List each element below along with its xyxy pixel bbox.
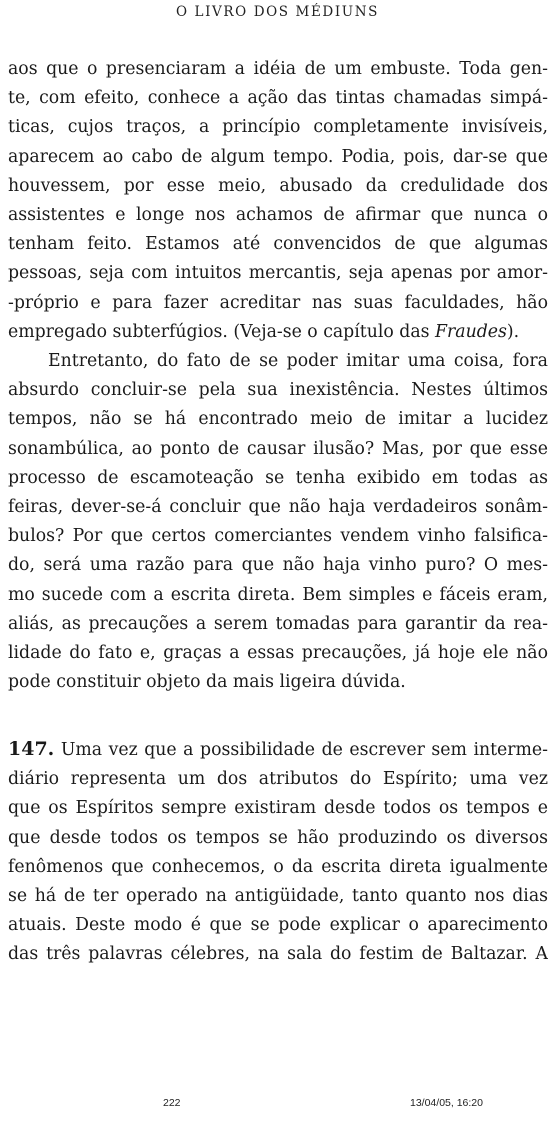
text-line: se há de ter operado na antigüidade, tanto quanto nos dias [8, 886, 548, 907]
paragraph [8, 347, 548, 697]
text-line: processo de escamoteação se tenha exibido em todas as [8, 467, 548, 488]
text-line: mo sucede com a escrita direta. Bem simples e fáceis eram, [8, 584, 548, 605]
text-line: que desde todos os tempos se hão produzindo os diversos [8, 827, 548, 848]
text-line: aos que o presenciaram a idéia de um embuste. Toda gen- [8, 59, 548, 79]
text-line-indented: Entretanto, do fato de se poder imitar uma coisa, fora [48, 351, 548, 372]
text-line: aparecem ao cabo de algum tempo. Podia, pois, dar-se que [8, 146, 548, 167]
text-line: houvessem, por esse meio, abusado da credulidade dos [8, 175, 548, 196]
text-run: ). [506, 321, 520, 342]
body-text-top [8, 55, 548, 697]
print-timestamp: 13/04/05, 16:20 [410, 1097, 483, 1109]
text-line: assistentes e longe nos achamos de afirmar que nunca o [8, 205, 548, 226]
text-run: empregado subterfúgios. (Veja-se o capítulo das [8, 321, 436, 342]
text-line: bulos? Por que certos comerciantes vendem vinho falsifica- [8, 526, 548, 547]
text-line: tenham feito. Estamos até convencidos de que algumas [8, 234, 548, 255]
text-line: ticas, cujos traços, a princípio completamente invisíveis, [8, 117, 548, 138]
text-line: sonambúlica, ao ponto de causar ilusão? Mas, por que esse [8, 438, 548, 459]
text-line-last: pode constituir objeto da mais ligeira dúvida. [8, 672, 406, 693]
text-line: -próprio e para fazer acreditar nas suas faculdades, hão [8, 292, 548, 313]
section-147 [8, 735, 548, 970]
section-number: 147. [8, 738, 55, 760]
page-number: 222 [163, 1097, 181, 1109]
italic-reference: Fraudes [435, 321, 507, 342]
text-line: das três palavras célebres, na sala do festim de Baltazar. A [8, 944, 548, 965]
text-line: aliás, as precauções a serem tomadas para garantir da rea- [8, 613, 548, 634]
text-line-last [8, 318, 548, 347]
text-line: absurdo concluir-se pela sua inexistência. Nestes últimos [8, 380, 548, 401]
text-line: que os Espíritos sempre existiram desde todos os tempos e [8, 798, 548, 819]
text-line: do, será uma razão para que não haja vinho puro? O mes- [8, 555, 548, 576]
text-line: feiras, dever-se-á concluir que não haja verdadeiros sonâm- [8, 497, 548, 518]
text-line: fenômenos que conhecemos, o da escrita direta igualmente [8, 856, 548, 877]
text-line: diário representa um dos atributos do Espírito; uma vez [8, 769, 548, 790]
text-run: Uma vez que a possibilidade de escrever sem interme- [54, 740, 548, 760]
section-first-line [8, 735, 548, 765]
text-line: atuais. Deste modo é que se pode explicar o aparecimento [8, 915, 548, 936]
text-line: te, com efeito, conhece a ação das tintas chamadas simpá- [8, 88, 548, 109]
text-line: lidade do fato e, graças a essas precauções, já hoje ele não [8, 643, 548, 664]
text-line: pessoas, seja com intuitos mercantis, seja apenas por amor- [8, 263, 548, 284]
paragraph-continuation [8, 55, 548, 347]
text-line: tempos, não se há encontrado meio de imitar a lucidez [8, 409, 548, 430]
running-header: O LIVRO DOS MÉDIUNS [175, 4, 380, 20]
